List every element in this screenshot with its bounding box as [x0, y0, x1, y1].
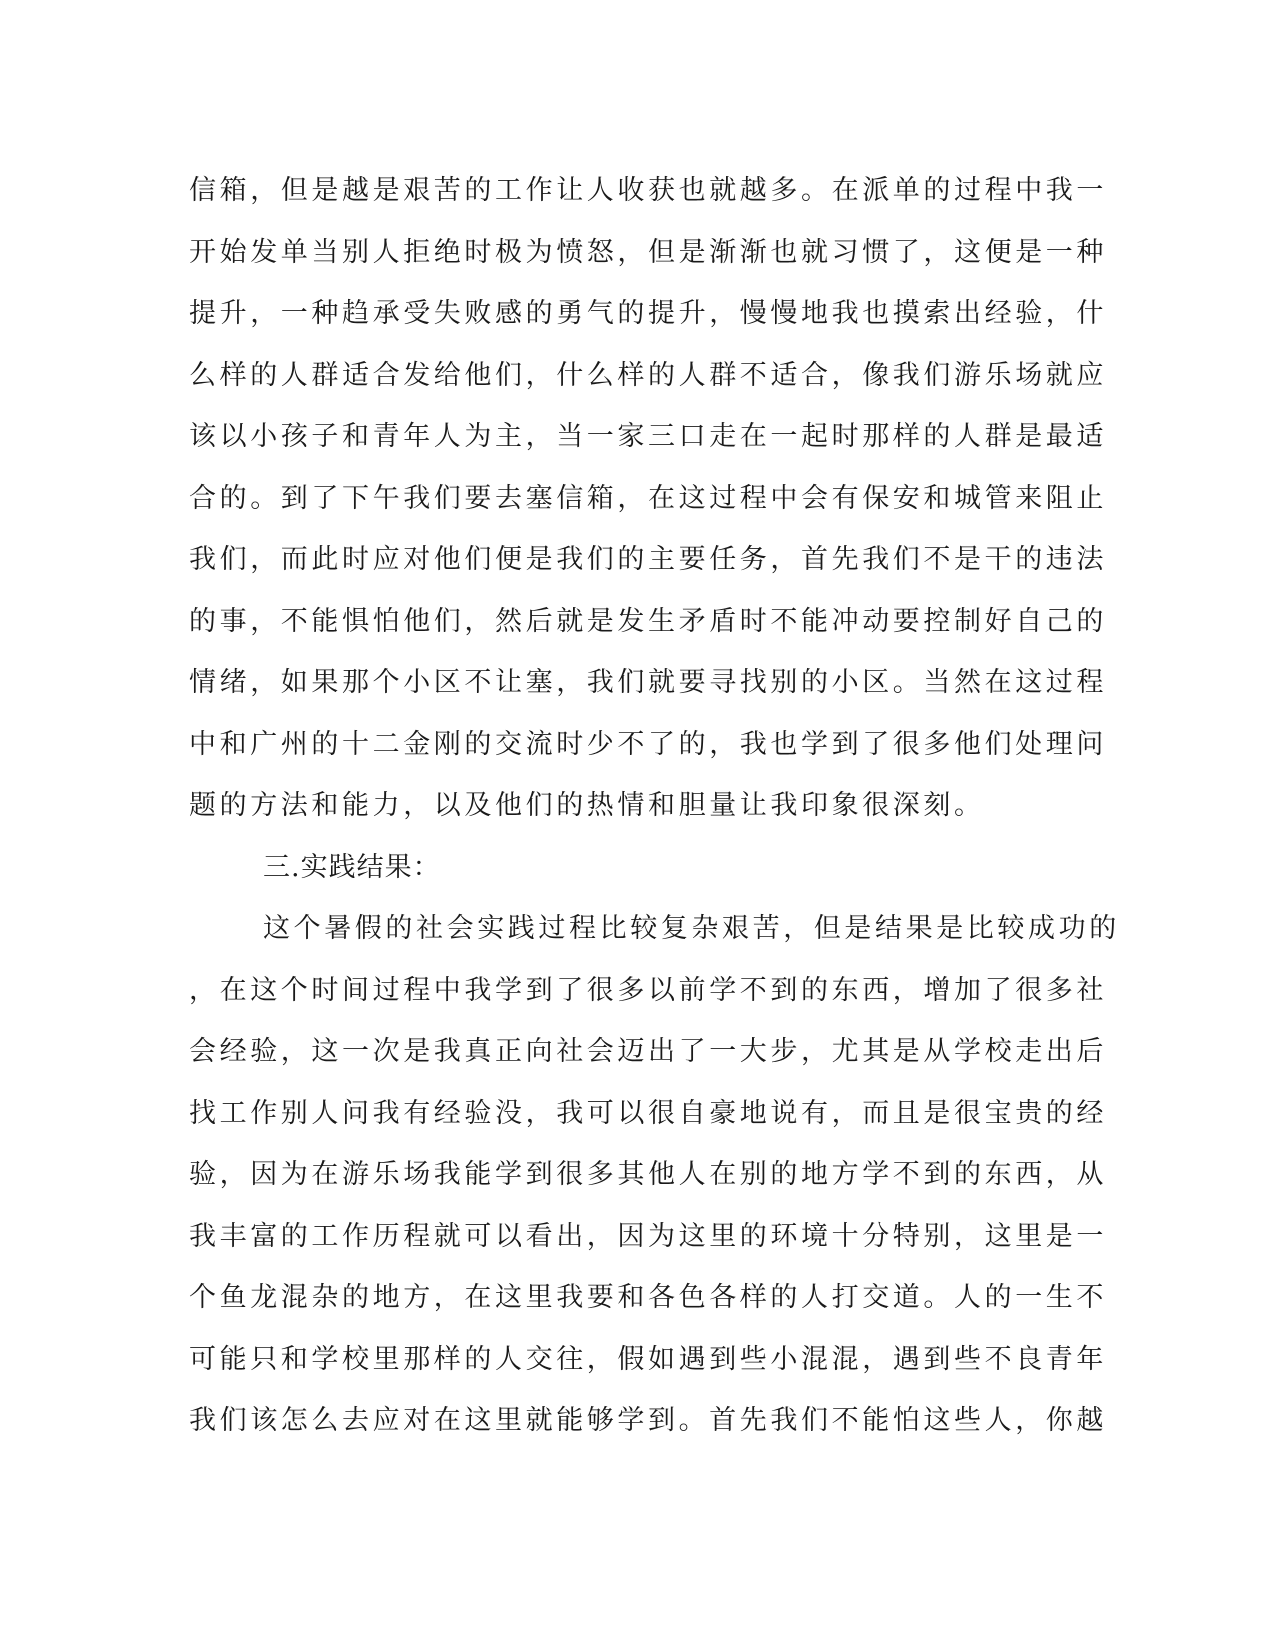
paragraph-line: 信箱，但是越是艰苦的工作让人收获也就越多。在派单的过程中我一	[189, 175, 1107, 206]
paragraph-line: 验，因为在游乐场我能学到很多其他人在别的地方学不到的东西，从	[189, 1159, 1107, 1190]
body-text	[189, 160, 1120, 1452]
paragraph-line: 我们，而此时应对他们便是我们的主要任务，首先我们不是干的违法	[189, 544, 1107, 575]
paragraph-line: 情绪，如果那个小区不让塞，我们就要寻找别的小区。当然在这过程	[189, 667, 1107, 698]
paragraph-line: 找工作别人问我有经验没，我可以很自豪地说有，而且是很宝贵的经	[189, 1097, 1107, 1129]
paragraph-line: 合的。到了下午我们要去塞信箱，在这过程中会有保安和城管来阻止	[189, 482, 1107, 514]
paragraph-line: 题的方法和能力，以及他们的热情和胆量让我印象很深刻。	[189, 790, 985, 821]
paragraph-line: 开始发单当别人拒绝时极为愤怒，但是渐渐也就习惯了，这便是一种	[189, 236, 1107, 268]
paragraph-line: ，在这个时间过程中我学到了很多以前学不到的东西，增加了很多社	[189, 974, 1107, 1006]
paragraph-line: 么样的人群适合发给他们，什么样的人群不适合，像我们游乐场就应	[189, 359, 1107, 391]
paragraph-line: 这个暑假的社会实践过程比较复杂艰苦，但是结果是比较成功的	[263, 913, 1120, 944]
paragraph-line: 可能只和学校里那样的人交往，假如遇到些小混混，遇到些不良青年	[189, 1343, 1107, 1375]
paragraph-line: 我丰富的工作历程就可以看出，因为这里的环境十分特别，这里是一	[189, 1220, 1107, 1252]
paragraph-line: 提升，一种趋承受失败感的勇气的提升，慢慢地我也摸索出经验，什	[189, 298, 1107, 329]
paragraph-line: 该以小孩子和青年人为主，当一家三口走在一起时那样的人群是最适	[189, 421, 1107, 452]
paragraph-line: 会经验，这一次是我真正向社会迈出了一大步，尤其是从学校走出后	[189, 1036, 1107, 1067]
paragraph-line: 个鱼龙混杂的地方，在这里我要和各色各样的人打交道。人的一生不	[189, 1282, 1107, 1313]
paragraph-line: 我们该怎么去应对在这里就能够学到。首先我们不能怕这些人，你越	[189, 1405, 1107, 1436]
paragraph-line: 的事，不能惧怕他们，然后就是发生矛盾时不能冲动要控制好自己的	[189, 605, 1107, 637]
paragraph-line: 中和广州的十二金刚的交流时少不了的，我也学到了很多他们处理问	[189, 728, 1107, 760]
section-heading: 三.实践结果：	[263, 851, 441, 883]
